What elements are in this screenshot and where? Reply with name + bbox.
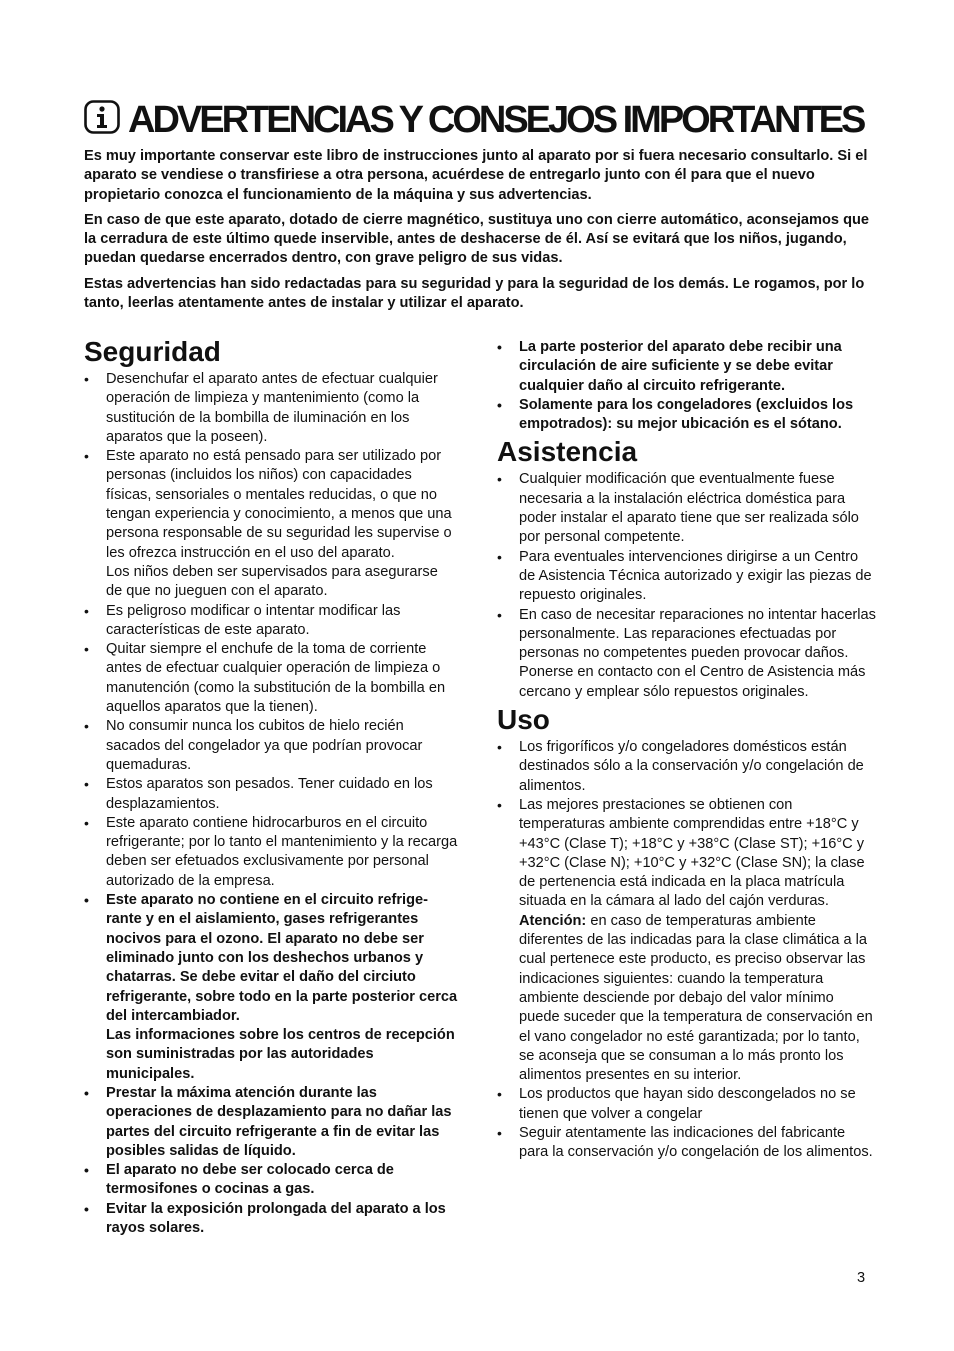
intro-paragraph: Es muy importante conservar este libro de instrucciones junto al aparato por si fuera necesario consultarlo. Si el aparato se vendiese o transfiriese a otra persona, acuérdese de entregarlo junto con él para que el nuevo propietario conozca el funcionamiento de la máquina y sus advertencias.	[84, 148, 868, 203]
page-number: 3	[857, 1270, 866, 1286]
attention-text: en caso de temperaturas ambiente diferentes de las indicadas para la clase climática a la cual pertenece este producto, es preciso observar las indicaciones siguientes: cuando la temperatura ambiente desciende por debajo del valor mínimo puede suceder que la temperatura de conservación en el vano congelador no esté garantizada; por lo tanto, se aconseja que se consuman a lo más pronto los alimentos presentes en su interior.	[519, 912, 873, 1084]
list-item: • Seguir atentamente las indicaciones del fabricante para la conservación y/o congelación de los alimentos.	[497, 1124, 877, 1163]
section-heading-uso: Uso	[497, 704, 550, 736]
list-item-text: • Este aparato no está pensado para ser utilizado por personas (incluidos los niños) con capacidades físicas, sensoriales o mentales reducidas, o que no tengan experiencia y conocimiento, a menos que una persona responsable de su seguridad les supervise o les ofrezca instrucción en el uso del aparato.	[106, 448, 452, 561]
left-column	[84, 334, 458, 1238]
list-item: • Cualquier modificación que eventualmente fuese necesaria a la instalación eléctrica doméstica para poder instalar el aparato tiene que ser realizada sólo por personal competente.	[497, 470, 877, 547]
info-icon	[84, 100, 120, 134]
page-title: ADVERTENCIAS Y CONSEJOS IMPORTANTES	[128, 99, 864, 141]
page-header	[84, 98, 884, 142]
list-item	[497, 796, 877, 1085]
uso-list	[497, 738, 877, 1163]
list-item: • En caso de necesitar reparaciones no intentar hacerlas personalmente. Las reparaciones efectuadas por personas no competentes pueden provocar daños. Ponerse en contacto con el Centro de Asistencia más cercano y emplear sólo repuestos originales.	[497, 606, 877, 702]
list-item-text	[519, 912, 877, 1086]
seguridad-continued-list	[497, 338, 877, 434]
list-item: • El aparato no debe ser colocado cerca de termosifones o cocinas a gas.	[84, 1161, 458, 1200]
intro-text	[84, 147, 874, 319]
list-item: • Los frigoríficos y/o congeladores domésticos están destinados sólo a la conservación y/o congelación de alimentos.	[497, 738, 877, 796]
intro-paragraph: En caso de que este aparato, dotado de cierre magnético, sustituya uno con cierre automático, aconsejamos que la cerradura de este último quede inservible, antes de deshacerse de él. Así se evitará que los niños, jugando, puedan quedarse encerrados dentro, con grave peligro de sus vidas.	[84, 211, 870, 267]
list-item: • La parte posterior del aparato debe recibir una circulación de aire suficiente y se debe evitar cualquier daño al circuito refrigerante.	[497, 338, 877, 396]
list-item: • Quitar siempre el enchufe de la toma de corriente antes de efectuar cualquier operación de limpieza o manutención (como la substitución de la bombilla en aquellos aparatos que la tienen).	[84, 640, 458, 717]
list-item: • Desenchufar el aparato antes de efectuar cualquier operación de limpieza y mantenimiento (como la sustitución de la bombilla de iluminación en los aparatos que la poseen).	[84, 370, 458, 447]
list-item: • Evitar la exposición prolongada del aparato a los rayos solares.	[84, 1200, 458, 1239]
list-item-text: Las informaciones sobre los centros de recepción son suministradas por las autoridades municipales.	[106, 1027, 455, 1082]
list-item-text: • Este aparato no contiene en el circuito refrige-rante y en el aislamiento, gases refrigerantes nocivos para el ozono. El aparato no debe ser eliminado junto con los deshechos urbanos y chatarras. Se debe evitar el daño del circiuto refrigerante, sobre todo en la parte posterior cerca del intercambiador.	[106, 892, 458, 1024]
right-column	[497, 338, 877, 1163]
list-item-text: Los niños deben ser supervisados para asegurarse de que no jueguen con el aparato.	[106, 563, 438, 600]
section-heading-seguridad: Seguridad	[84, 336, 221, 367]
list-item: • Prestar la máxima atención durante las operaciones de desplazamiento para no dañar las partes del circuito refrigerante a fin de evitar las posibles salidas de líquido.	[84, 1084, 458, 1161]
asistencia-list	[497, 470, 877, 702]
list-item: • Es peligroso modificar o intentar modificar las características de este aparato.	[84, 602, 458, 641]
list-item: • Solamente para los congeladores (excluidos los empotrados): su mejor ubicación es el sótano.	[497, 396, 877, 435]
list-item: • Estos aparatos son pesados. Tener cuidado en los desplazamientos.	[84, 775, 458, 814]
attention-label: Atención:	[519, 912, 587, 929]
list-item-text: • Las mejores prestaciones se obtienen con temperaturas ambiente comprendidas entre +18°C y +43°C (Clase T); +18°C y +38°C (Clase ST); +16°C y +32°C (Clase N); +10°C y +32°C (Clase SN); la clase de pertenencia está indicada en la placa matrícula situada en la cámara al lado del cajón verduras.	[519, 796, 865, 910]
list-item: • No consumir nunca los cubitos de hielo recién sacados del congelador ya que podrían provocar quemaduras.	[84, 717, 458, 775]
list-item	[84, 891, 458, 1084]
list-item: • Los productos que hayan sido descongelados no se tienen que volver a congelar	[497, 1085, 877, 1124]
intro-paragraph: Estas advertencias han sido redactadas para su seguridad y para la seguridad de los demás. Le rogamos, por lo tanto, leerlas atentamente antes de instalar y utilizar el aparato.	[84, 275, 865, 312]
seguridad-list	[84, 370, 458, 1238]
list-item	[84, 447, 458, 601]
list-item: • Este aparato contiene hidrocarburos en el circuito refrigerante; por lo tanto el mantenimiento y la recarga deben ser efetuados exclusivamente por personal autorizado de la empresa.	[84, 814, 458, 891]
section-heading-asistencia: Asistencia	[497, 436, 638, 468]
list-item: • Para eventuales intervenciones dirigirse a un Centro de Asistencia Técnica autorizado y exigir las piezas de repuesto originales.	[497, 548, 877, 606]
